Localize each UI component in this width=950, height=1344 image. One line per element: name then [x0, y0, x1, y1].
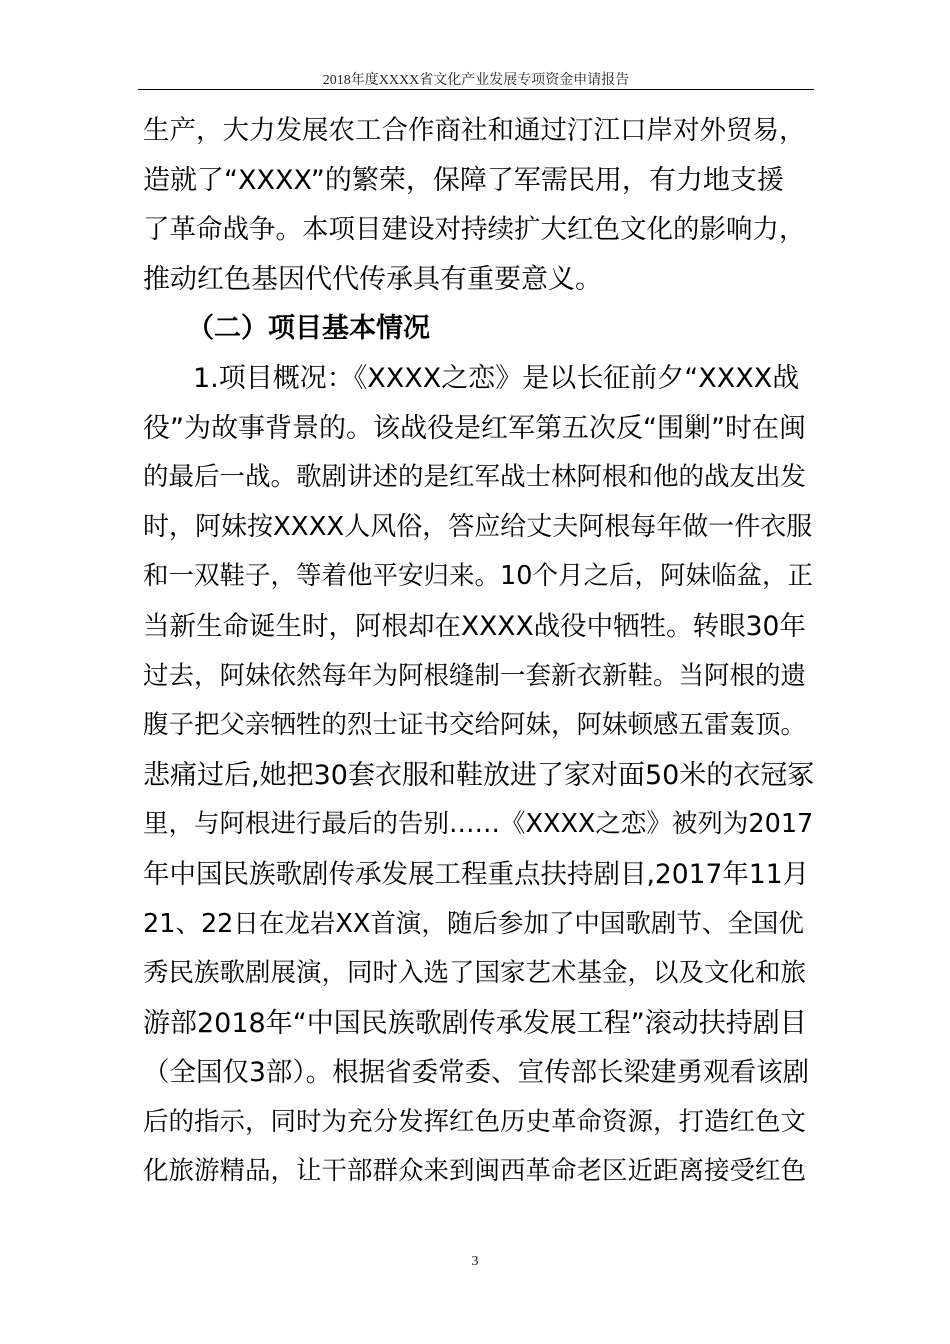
document-body [143, 106, 815, 1197]
body-line: 21、22日在龙岩XX首演，随后参加了中国歌剧节、全国优 [143, 908, 804, 939]
body-line: 1.项目概况：《XXXX之恋》是以长征前夕“XXXX战 [193, 362, 800, 394]
body-line: 造就了“XXXX”的繁荣，保障了军需民用，有力地支援 [143, 164, 784, 196]
page-number: 3 [471, 1254, 479, 1269]
body-line: 悲痛过后,她把30套衣服和鞋放进了家对面50米的衣冠冢 [143, 759, 815, 791]
body-line: 秀民族歌剧展演，同时入选了国家艺术基金，以及文化和旅 [143, 958, 807, 989]
body-line: 生产，大力发展农工合作商社和通过汀江口岸对外贸易， [143, 115, 806, 146]
body-line: 游部2018年“中国民族歌剧传承发展工程”滚动扶持剧目 [143, 1007, 807, 1039]
body-line: 役”为故事背景的。该战役是红军第五次反“围剿”时在闽 [143, 412, 806, 444]
body-line: 年中国民族歌剧传承发展工程重点扶持剧目,2017年11月 [143, 858, 810, 890]
body-line: （全国仅3部）。根据省委常委、宣传部长梁建勇观看该剧 [143, 1057, 810, 1089]
body-line: 后的指示，同时为充分发挥红色历史革命资源，打造红色文 [143, 1106, 807, 1137]
body-line: 当新生命诞生时，阿根却在XXXX战役中牺牲。转眼30年 [143, 610, 806, 642]
body-line: 推动红色基因代代传承具有重要意义。 [143, 263, 602, 295]
body-line: 化旅游精品，让干部群众来到闽西革命老区近距离接受红色 [143, 1156, 807, 1187]
body-line: 过去，阿妹依然每年为阿根缝制一套新衣新鞋。当阿根的遗 [143, 660, 807, 691]
body-line: 和一双鞋子，等着他平安归来。10个月之后，阿妹临盆，正 [143, 561, 813, 592]
body-line: 的最后一战。歌剧讲述的是红军战士林阿根和他的战友出发 [143, 462, 807, 493]
body-line: 了革命战争。本项目建设对持续扩大红色文化的影响力， [143, 214, 806, 246]
header-rule [138, 89, 814, 90]
section-heading: （二）项目基本情况 [187, 313, 430, 345]
body-line: 腹子把父亲牺牲的烈士证书交给阿妹，阿妹顿感五雷轰顶。 [143, 710, 807, 741]
running-header: 2018年度XXXX省文化产业发展专项资金申请报告 [322, 73, 630, 88]
body-line: 里，与阿根进行最后的告别……《XXXX之恋》被列为2017 [143, 809, 814, 840]
body-line: 时，阿妹按XXXX人风俗，答应给丈夫阿根每年做一件衣服 [143, 511, 813, 542]
